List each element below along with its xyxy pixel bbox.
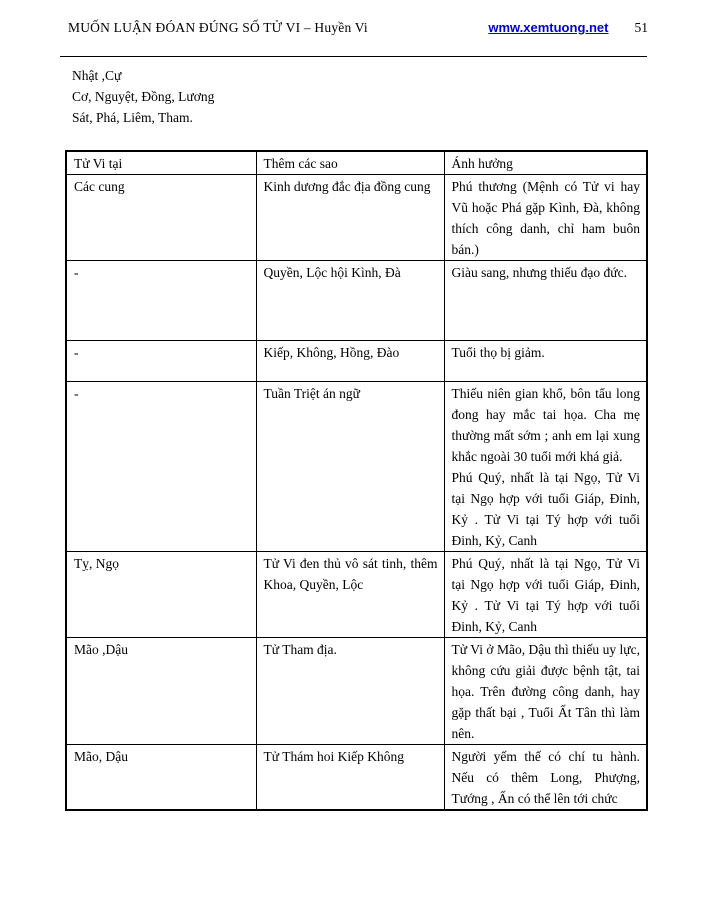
cell-text: Phú Quý, nhất là tại Ngọ, Tử Vi tại Ngọ hợp với tuổi Giáp, Đinh, Kỷ . Tử Vi tại Tý hợp với tuổi Đinh, Kỷ, Canh: [451, 556, 640, 634]
intro-line: Cơ, Nguyệt, Đồng, Lương: [72, 89, 215, 104]
cell-text: Tử Thám hoi Kiếp Không: [263, 749, 405, 764]
cell-position: Tỵ, Ngọ: [66, 552, 256, 638]
page-header: [68, 18, 648, 38]
cell-text: Phú Quý, nhất là tại Ngọ, Tử Vi tại Ngọ hợp với tuổi Giáp, Đinh, Kỷ . Tử Vi tại Tý hợp với tuổi Đinh, Kỷ, Canh: [451, 470, 640, 548]
cell-position: Mão, Dậu: [66, 745, 256, 811]
cell-effect: [444, 552, 647, 638]
cell-stars: [256, 261, 444, 341]
cell-text: Người yếm thế có chí tu hành. Nếu có thêm Long, Phượng, Tướng , Ấn có thể lên tới chức: [451, 749, 640, 806]
column-header-effect: Ánh hưởng: [444, 151, 647, 175]
intro-line: Sát, Phá, Liêm, Tham.: [72, 110, 193, 125]
cell-text: Kinh dương đắc địa đồng cung: [263, 179, 431, 194]
cell-text: Tuần Triệt án ngữ: [263, 386, 360, 401]
cell-effect: [444, 638, 647, 745]
cell-position: Mão ,Dậu: [66, 638, 256, 745]
cell-text: Giàu sang, nhưng thiếu đạo đức.: [451, 265, 627, 280]
cell-position: Các cung: [66, 175, 256, 261]
document-title: MUỐN LUẬN ĐÓAN ĐÚNG SỐ TỬ VI – Huyền Vi: [68, 20, 368, 35]
cell-stars: [256, 382, 444, 552]
table-row: [66, 175, 647, 261]
tuvi-table: [65, 150, 648, 811]
cell-text: Thiếu niên gian khổ, bôn tẩu long đong hay mắc tai họa. Cha mẹ thường mất sớm ; anh em lại xung khắc ngoài 30 tuổi mới khá giả.: [451, 386, 640, 464]
cell-position: -: [66, 382, 256, 552]
cell-text: Phú thương (Mệnh có Tử vi hay Vũ hoặc Phá gặp Kình, Đà, không thích công danh, chỉ ham buôn bán.): [451, 179, 640, 257]
cell-effect: [444, 175, 647, 261]
cell-text: Tuổi thọ bị giảm.: [451, 345, 545, 360]
cell-effect: [444, 745, 647, 811]
cell-text: Tử Tham địa.: [263, 642, 337, 657]
table-row: [66, 745, 647, 811]
cell-text: Quyền, Lộc hội Kình, Đà: [263, 265, 401, 280]
cell-stars: [256, 341, 444, 382]
cell-text: Kiếp, Không, Hồng, Đào: [263, 345, 400, 360]
cell-effect: [444, 341, 647, 382]
cell-effect: [444, 382, 647, 552]
cell-stars: [256, 638, 444, 745]
table-row: [66, 638, 647, 745]
intro-text: [72, 65, 214, 128]
table-row: [66, 341, 647, 382]
cell-position: -: [66, 341, 256, 382]
cell-stars: [256, 552, 444, 638]
cell-text: Tử Vi ở Mão, Dậu thì thiếu uy lực, không cứu giải được bệnh tật, tai họa. Trên đường công danh, hay gặp thất bại , Tuổi Ất Tân thì làm nên.: [451, 642, 640, 741]
table-header-row: [66, 151, 647, 175]
cell-effect: [444, 261, 647, 341]
cell-position: -: [66, 261, 256, 341]
table-row: [66, 552, 647, 638]
table-row: [66, 261, 647, 341]
cell-stars: [256, 175, 444, 261]
header-link[interactable]: wmw.xemtuong.net: [488, 20, 609, 35]
table-row: [66, 382, 647, 552]
column-header-position: Tử Vi tại: [66, 151, 256, 175]
header-divider: [60, 56, 647, 57]
intro-line: Nhật ,Cự: [72, 68, 122, 83]
page-number: 51: [634, 20, 648, 35]
cell-text: Tử Vi đen thủ vô sát tinh, thêm Khoa, Quyền, Lộc: [263, 556, 438, 592]
cell-stars: [256, 745, 444, 811]
column-header-stars: Thêm các sao: [256, 151, 444, 175]
